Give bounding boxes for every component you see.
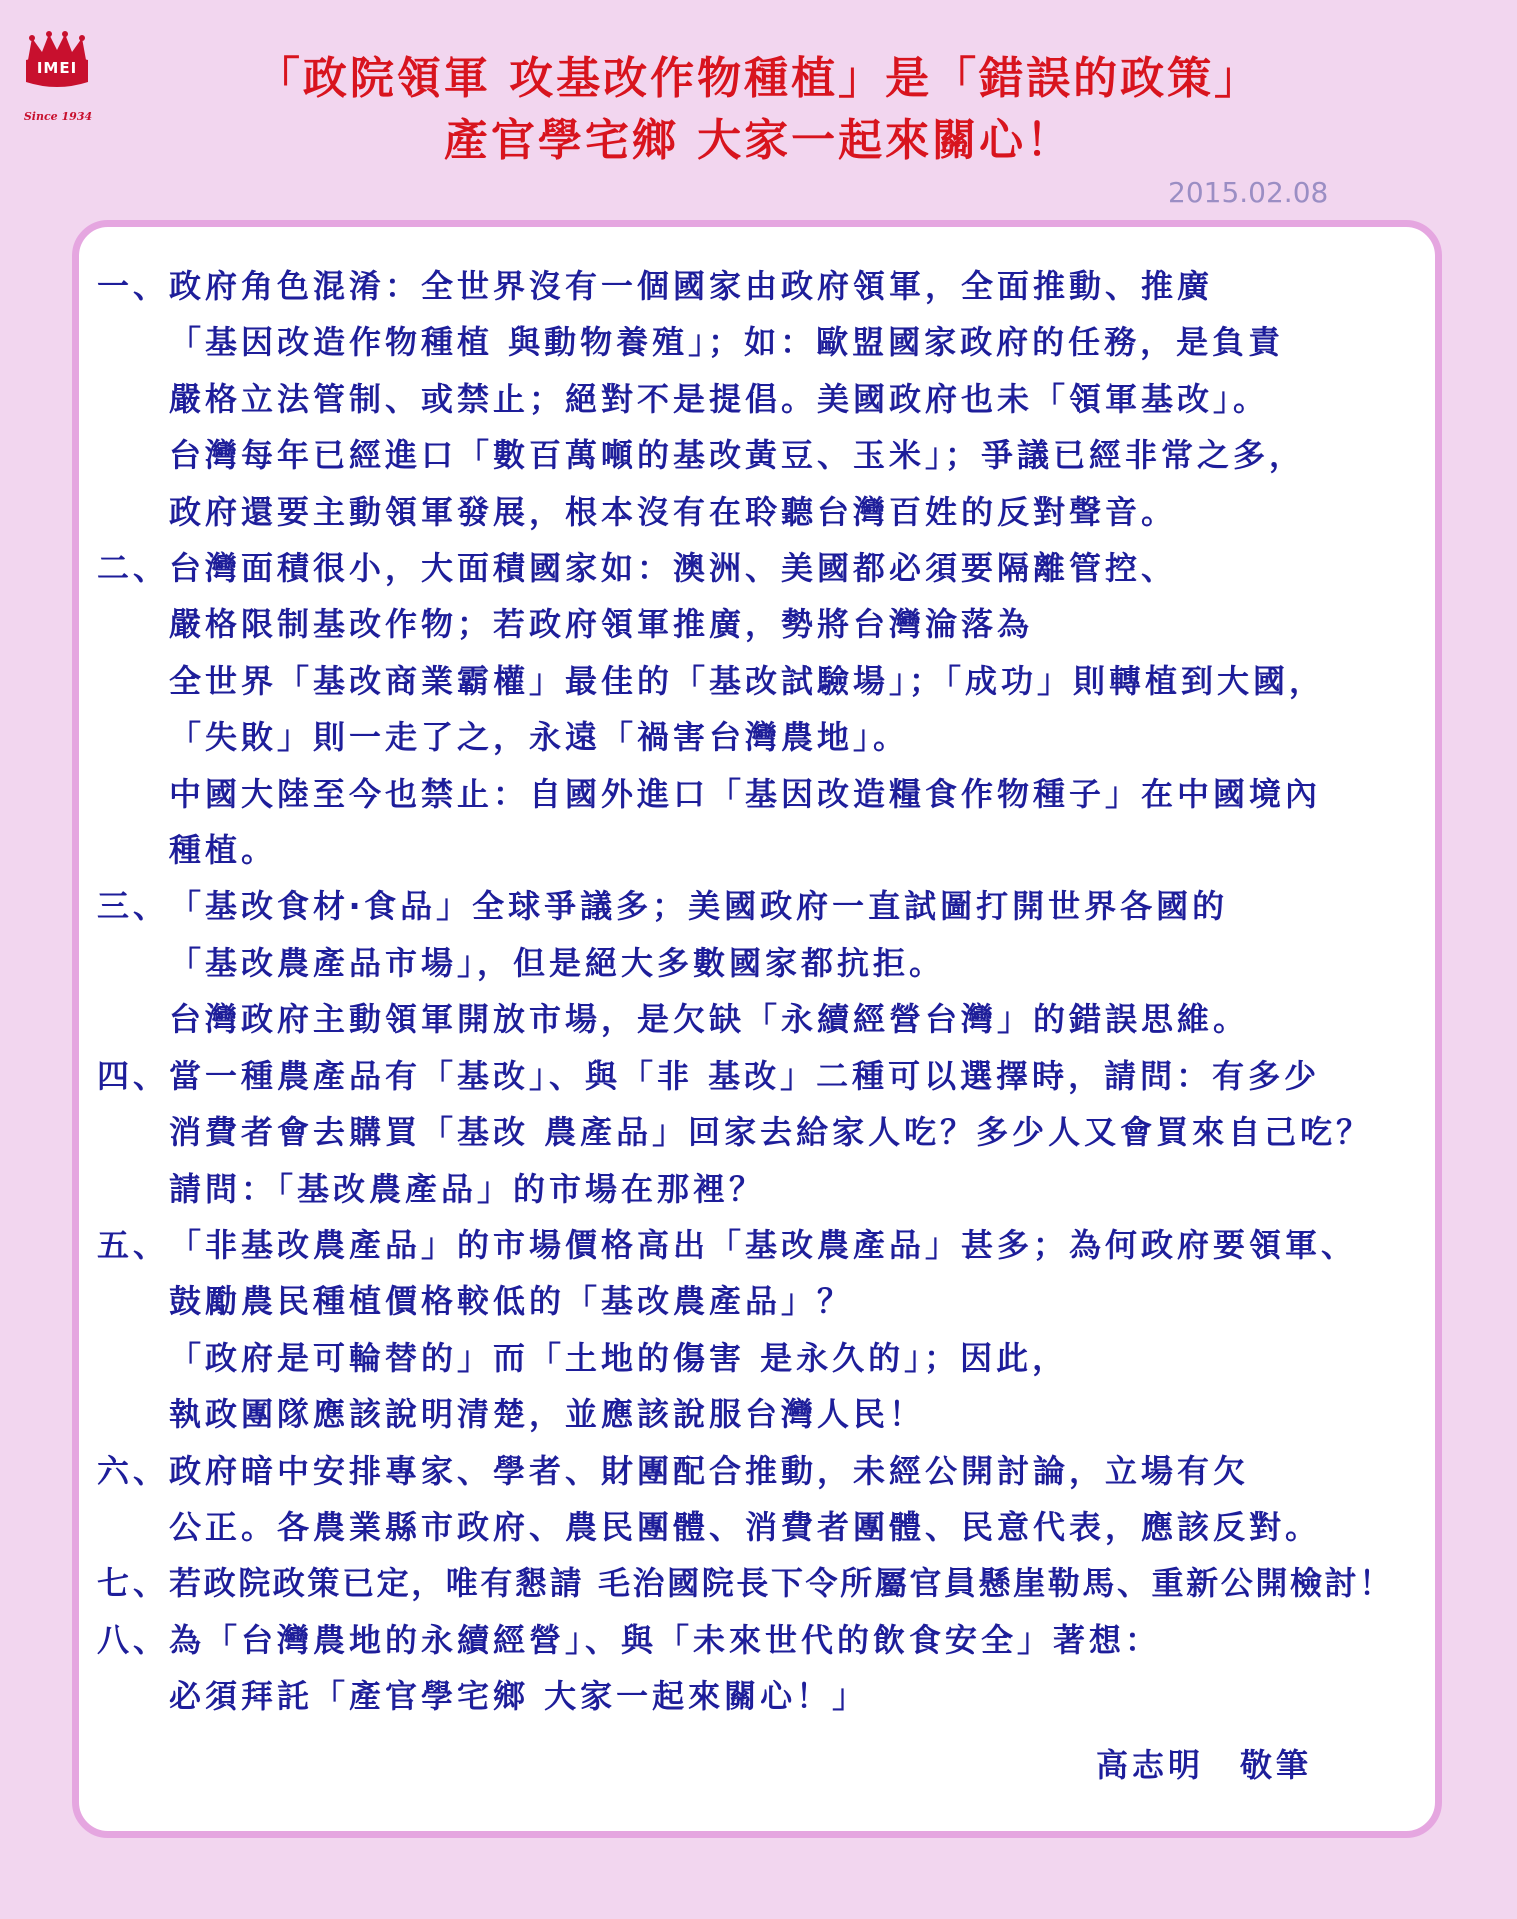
list-item	[97, 258, 1427, 540]
item-line: 「非基改農產品」的市場價格高出「基改農產品」甚多；為何政府要領軍、	[169, 1225, 1358, 1264]
item-line: 「失敗」則一走了之，永遠「禍害台灣農地」。	[169, 718, 910, 757]
item-line: 中國大陸至今也禁止：自國外進口「基因改造糧食作物種子」在中國境內	[169, 774, 1322, 813]
signature: 高志明 敬筆	[1096, 1746, 1313, 1784]
item-line: 若政院政策已定，唯有懇請 毛治國院長下令所屬官員懸崖勒馬、重新公開檢討！	[169, 1564, 1394, 1603]
item-line: 請問：「基改農產品」的市場在那裡？	[169, 1169, 766, 1208]
item-line: 全世界「基改商業霸權」最佳的「基改試驗場」；「成功」則轉植到大國，	[169, 661, 1326, 700]
item-line: 嚴格立法管制、或禁止；絕對不是提倡。美國政府也未「領軍基改」。	[169, 379, 1270, 418]
item-line: 政府角色混淆：全世界沒有一個國家由政府領軍，全面推動、推廣	[169, 267, 1214, 305]
item-number: 三、	[97, 887, 170, 926]
item-line: 「基改食材‧食品」全球爭議多；美國政府一直試圖打開世界各國的	[169, 887, 1229, 926]
item-number: 八、	[97, 1620, 170, 1659]
page-title	[0, 48, 1517, 172]
item-number: 一、	[97, 267, 170, 305]
item-line: 台灣政府主動領軍開放市場，是欠缺「永續經營台灣」的錯誤思維。	[169, 1000, 1250, 1039]
brand-text: IMEI	[36, 59, 78, 77]
item-line: 「政府是可輪替的」而「土地的傷害 是永久的」；因此，	[169, 1338, 1069, 1377]
item-number: 七、	[97, 1564, 170, 1603]
item-number: 四、	[97, 1056, 170, 1095]
item-line: 執政團隊應該說明清楚，並應該說服台灣人民！	[169, 1395, 926, 1434]
title-line-1: 「政院領軍 攻基改作物種植」是「錯誤的政策」	[255, 53, 1262, 104]
item-line: 消費者會去購買「基改 農產品」回家去給家人吃？多少人又會買來自己吃？	[169, 1113, 1373, 1152]
item-line: 政府還要主動領軍發展，根本沒有在聆聽台灣百姓的反對聲音。	[169, 492, 1178, 531]
list-item	[97, 1443, 1427, 1556]
item-line: 嚴格限制基改作物；若政府領軍推廣，勢將台灣淪落為	[169, 605, 1034, 644]
item-line: 台灣面積很小，大面積國家如：澳洲、美國都必須要隔離管控、	[169, 549, 1178, 588]
item-line: 為「台灣農地的永續經營」、與「未來世代的飲食安全」著想：	[169, 1620, 1162, 1659]
letter-body	[97, 258, 1427, 1725]
date: 2015.02.08	[1168, 176, 1329, 209]
list-item	[97, 1555, 1427, 1611]
list-item	[97, 1048, 1427, 1217]
item-line: 必須拜託「產官學宅鄉 大家一起來關心！」	[169, 1677, 869, 1716]
item-number: 二、	[97, 549, 170, 588]
item-line: 鼓勵農民種植價格較低的「基改農產品」？	[169, 1282, 854, 1321]
title-line-2: 產官學宅鄉 大家一起來關心！	[443, 115, 1074, 166]
item-number: 五、	[97, 1225, 170, 1264]
item-line: 台灣每年已經進口「數百萬噸的基改黃豆、玉米」；爭議已經非常之多，	[169, 436, 1306, 475]
list-item	[97, 540, 1427, 878]
item-line: 「基因改造作物種植 與動物養殖」；如：歐盟國家政府的任務，是負責	[169, 323, 1285, 362]
list-item	[97, 1612, 1427, 1725]
item-number: 六、	[97, 1451, 170, 1490]
item-line: 當一種農產品有「基改」、與「非 基改」二種可以選擇時，請問：有多少	[169, 1056, 1321, 1095]
item-line: 「基改農產品市場」，但是絕大多數國家都抗拒。	[169, 943, 946, 982]
item-line: 種植。	[169, 831, 278, 870]
list-item	[97, 1217, 1427, 1443]
since-text: Since 1934	[23, 110, 93, 123]
item-line: 公正。各農業縣市政府、農民團體、消費者團體、民意代表，應該反對。	[169, 1507, 1322, 1546]
list-item	[97, 878, 1427, 1047]
item-line: 政府暗中安排專家、學者、財團配合推動，未經公開討論，立場有欠	[169, 1451, 1250, 1490]
